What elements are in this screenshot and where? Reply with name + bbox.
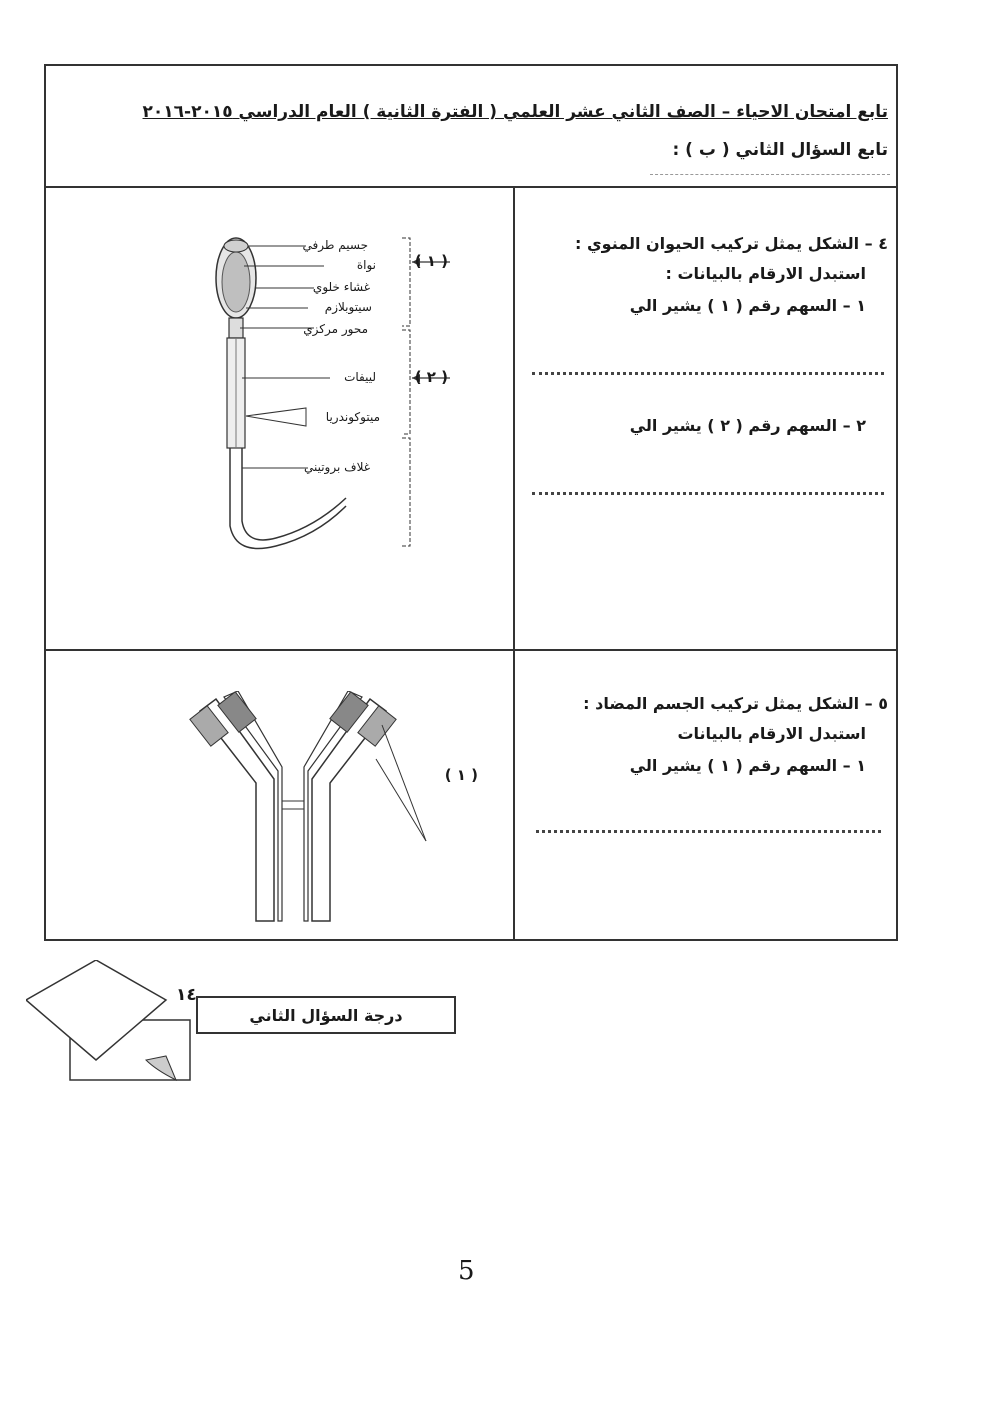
horizontal-divider bbox=[46, 649, 896, 651]
q4-heading: ٤ – الشكل يمثل تركيب الحيوان المنوي : bbox=[575, 234, 888, 253]
exam-page-frame bbox=[44, 64, 898, 941]
diamond-score-icon bbox=[26, 960, 206, 1088]
q5-answer1-line[interactable] bbox=[536, 830, 881, 833]
vertical-divider bbox=[513, 188, 515, 939]
fine-print-line bbox=[650, 174, 890, 183]
exam-header bbox=[46, 66, 896, 188]
label-acrosome: جسيم طرفي bbox=[302, 238, 368, 252]
label-mitochondria: ميتوكوندريا bbox=[325, 410, 380, 424]
q4-item1: ١ – السهم رقم ( ١ ) يشير الي bbox=[629, 296, 866, 315]
q4-instruction: استبدل الارقام بالبيانات : bbox=[665, 264, 866, 283]
label-protein-sheath: غلاف بروتيني bbox=[303, 460, 370, 474]
sperm-acrosome bbox=[224, 240, 248, 252]
sperm-nucleus bbox=[222, 252, 250, 312]
label-cell-membrane: غشاء خلوي bbox=[312, 280, 370, 294]
exam-title: تابع امتحان الاحياء – الصف الثاني عشر العلمي ( الفترة الثانية ) العام الدراسي ٢٠١٥-٢٠١٦ bbox=[142, 102, 888, 122]
q4-item2: ٢ – السهم رقم ( ٢ ) يشير الي bbox=[629, 416, 866, 435]
grade-score: ١٤ bbox=[176, 985, 197, 1005]
q5-heading: ٥ – الشكل يمثل تركيب الجسم المضاد : bbox=[583, 694, 888, 713]
q4-answer2-line[interactable] bbox=[532, 492, 884, 495]
label-cytoplasm: سيتوبلازم bbox=[324, 300, 372, 314]
arrow-label-2: ( ٢ ) bbox=[414, 368, 448, 386]
q5-instruction: استبدل الارقام بالبيانات bbox=[677, 724, 866, 743]
antibody-arrow-label-1: ( ١ ) bbox=[444, 766, 478, 784]
q4-answer1-line[interactable] bbox=[532, 372, 884, 375]
grade-section bbox=[26, 960, 446, 1090]
label-central-axis: محور مركزي bbox=[303, 322, 368, 336]
antibody-diagram bbox=[186, 691, 446, 931]
q5-item1: ١ – السهم رقم ( ١ ) يشير الي bbox=[629, 756, 866, 775]
label-nucleus: نواة bbox=[356, 258, 376, 272]
grade-label-box: درجة السؤال الثاني bbox=[196, 996, 456, 1034]
arrow-label-1: ( ١ ) bbox=[414, 252, 448, 270]
section-subtitle: تابع السؤال الثاني ( ب ) : bbox=[672, 140, 888, 160]
page-number: 5 bbox=[458, 1256, 475, 1286]
label-fibrils: لييفات bbox=[344, 370, 376, 384]
